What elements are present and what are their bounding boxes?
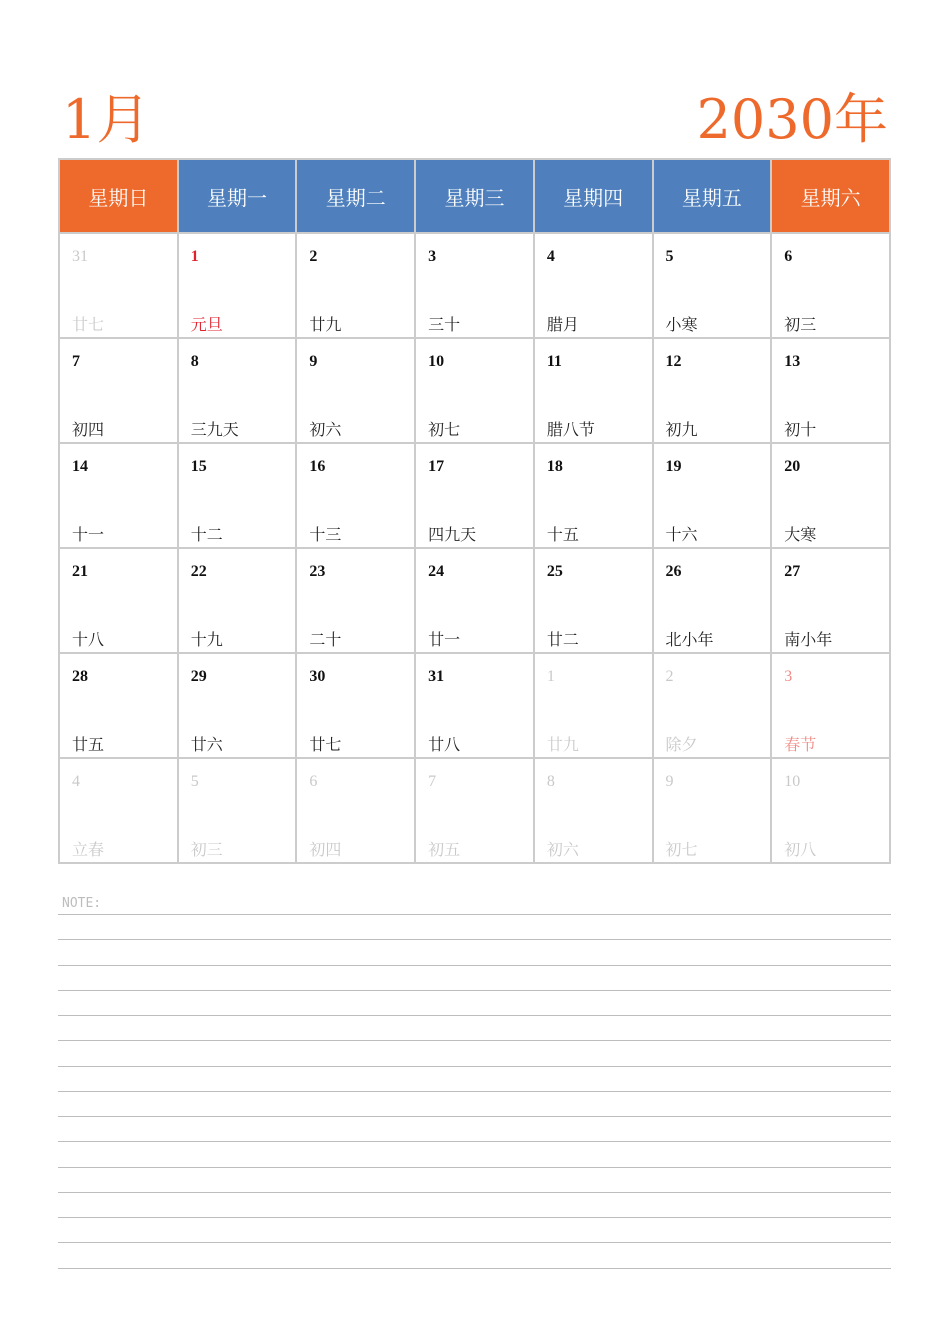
lunar-date: 十九 <box>190 630 223 649</box>
day-number: 20 <box>784 458 801 475</box>
lunar-date: 廿七 <box>72 315 105 334</box>
day-number: 1 <box>190 248 199 265</box>
lunar-date: 廿一 <box>428 630 461 649</box>
note-line <box>58 990 891 991</box>
lunar-date: 初四 <box>72 420 105 439</box>
day-number: 21 <box>72 563 88 580</box>
day-number: 3 <box>428 248 437 265</box>
day-number: 25 <box>546 563 563 580</box>
note-line <box>58 1015 891 1016</box>
weekday-saturday: 星期六 <box>771 159 890 233</box>
day-cell[interactable] <box>653 233 772 338</box>
day-cell[interactable] <box>534 758 653 863</box>
note-line <box>58 1116 891 1117</box>
note-line <box>58 939 891 940</box>
day-number: 9 <box>309 353 318 370</box>
day-number: 30 <box>309 668 326 685</box>
lunar-date: 腊八节 <box>546 420 595 439</box>
lunar-date: 二十 <box>309 630 342 649</box>
day-cell[interactable] <box>534 338 653 443</box>
lunar-date: 元旦 <box>190 315 223 334</box>
lunar-date: 初七 <box>665 840 698 859</box>
note-line <box>58 1066 891 1067</box>
day-cell[interactable] <box>296 338 415 443</box>
week-row <box>59 548 890 653</box>
lunar-date: 三九天 <box>190 420 239 439</box>
day-cell[interactable] <box>415 233 534 338</box>
lunar-date: 十三 <box>309 525 342 544</box>
lunar-date: 廿五 <box>72 735 105 754</box>
note-line <box>58 1040 891 1041</box>
note-line <box>58 1141 891 1142</box>
day-cell[interactable] <box>415 758 534 863</box>
weekday-monday: 星期一 <box>178 159 297 233</box>
day-number: 7 <box>72 353 80 370</box>
day-cell[interactable] <box>534 548 653 653</box>
day-cell[interactable] <box>771 548 890 653</box>
lunar-date: 初三 <box>784 315 817 334</box>
lunar-date: 三十 <box>428 315 461 334</box>
day-cell[interactable] <box>178 443 297 548</box>
day-cell[interactable] <box>771 443 890 548</box>
weekday-sunday: 星期日 <box>59 159 178 233</box>
lunar-date: 初五 <box>428 840 461 859</box>
day-cell[interactable] <box>653 548 772 653</box>
lunar-date: 初十 <box>784 420 817 439</box>
day-cell[interactable] <box>415 443 534 548</box>
day-number: 12 <box>665 353 682 370</box>
day-cell[interactable] <box>296 758 415 863</box>
lunar-date: 腊月 <box>546 315 579 334</box>
day-number: 22 <box>190 563 207 580</box>
lunar-date: 十六 <box>665 525 698 544</box>
day-number: 3 <box>784 668 793 685</box>
day-cell[interactable] <box>771 653 890 758</box>
day-number: 24 <box>428 563 445 580</box>
lunar-date: 北小年 <box>665 630 714 649</box>
lunar-date: 廿六 <box>190 735 223 754</box>
lunar-date: 十一 <box>72 525 105 544</box>
lunar-date: 廿九 <box>546 735 579 754</box>
day-cell[interactable] <box>415 338 534 443</box>
day-cell[interactable] <box>296 233 415 338</box>
lunar-date: 大寒 <box>784 525 817 544</box>
day-cell[interactable] <box>653 653 772 758</box>
day-number: 31 <box>428 668 445 685</box>
day-number: 5 <box>190 773 199 790</box>
day-number: 8 <box>190 353 199 370</box>
day-cell[interactable] <box>59 758 178 863</box>
weekday-thursday: 星期四 <box>534 159 653 233</box>
day-cell[interactable] <box>296 548 415 653</box>
note-line <box>58 1091 891 1092</box>
day-cell[interactable] <box>178 548 297 653</box>
lunar-date: 立春 <box>72 840 105 859</box>
day-cell[interactable] <box>534 233 653 338</box>
day-cell[interactable] <box>178 233 297 338</box>
weekday-header-row <box>59 159 890 233</box>
day-cell[interactable] <box>771 233 890 338</box>
week-row <box>59 233 890 338</box>
day-number: 6 <box>784 248 793 265</box>
weekday-tuesday: 星期二 <box>296 159 415 233</box>
day-number: 14 <box>72 458 88 475</box>
lunar-date: 初四 <box>309 840 342 859</box>
note-line <box>58 1242 891 1243</box>
day-number: 7 <box>428 773 437 790</box>
lunar-date: 廿二 <box>546 630 579 649</box>
lunar-date: 初九 <box>665 420 698 439</box>
day-cell[interactable] <box>415 548 534 653</box>
week-row <box>59 653 890 758</box>
day-cell[interactable] <box>59 443 178 548</box>
lunar-date: 四九天 <box>428 525 477 544</box>
day-cell[interactable] <box>178 653 297 758</box>
day-cell[interactable] <box>534 443 653 548</box>
lunar-date: 初六 <box>546 840 579 859</box>
notes-label: NOTE: <box>62 896 102 911</box>
week-row <box>59 758 890 863</box>
day-number: 8 <box>546 773 555 790</box>
day-cell[interactable] <box>653 443 772 548</box>
day-number: 27 <box>784 563 801 580</box>
day-number: 18 <box>546 458 563 475</box>
day-number: 10 <box>784 773 801 790</box>
note-line <box>58 914 891 915</box>
day-cell[interactable] <box>178 338 297 443</box>
day-number: 2 <box>665 668 674 685</box>
lunar-date: 南小年 <box>784 630 833 649</box>
lunar-date: 十五 <box>546 525 579 544</box>
day-number: 29 <box>190 668 207 685</box>
lunar-date: 廿九 <box>309 315 342 334</box>
note-line <box>58 1268 891 1269</box>
note-line <box>58 1192 891 1193</box>
day-number: 17 <box>428 458 445 475</box>
lunar-date: 初八 <box>784 840 817 859</box>
day-number: 23 <box>309 563 326 580</box>
day-cell[interactable] <box>296 653 415 758</box>
month-title: 1月 <box>62 88 151 151</box>
note-line <box>58 1217 891 1218</box>
day-number: 4 <box>72 773 80 790</box>
day-cell[interactable] <box>415 653 534 758</box>
day-number: 5 <box>665 248 674 265</box>
week-row <box>59 443 890 548</box>
day-number: 31 <box>72 248 88 265</box>
lunar-date: 廿七 <box>309 735 342 754</box>
day-number: 2 <box>309 248 318 265</box>
lunar-date: 十二 <box>190 525 223 544</box>
day-cell[interactable] <box>59 338 178 443</box>
day-cell[interactable] <box>178 758 297 863</box>
day-number: 19 <box>665 458 682 475</box>
note-line <box>58 1167 891 1168</box>
day-number: 15 <box>190 458 207 475</box>
day-number: 11 <box>546 353 562 370</box>
day-cell[interactable] <box>296 443 415 548</box>
note-line <box>58 965 891 966</box>
lunar-date: 初六 <box>309 420 342 439</box>
year-title: 2030年 <box>696 88 888 151</box>
day-number: 16 <box>309 458 326 475</box>
lunar-date: 廿八 <box>428 735 461 754</box>
day-cell[interactable] <box>59 233 178 338</box>
lunar-date: 初七 <box>428 420 461 439</box>
day-number: 1 <box>546 668 555 685</box>
day-number: 4 <box>546 248 555 265</box>
lunar-date: 春节 <box>784 735 817 754</box>
week-row <box>59 338 890 443</box>
day-cell[interactable] <box>59 653 178 758</box>
day-cell[interactable] <box>653 758 772 863</box>
day-number: 10 <box>428 353 445 370</box>
day-cell[interactable] <box>771 758 890 863</box>
day-number: 9 <box>665 773 674 790</box>
day-cell[interactable] <box>59 548 178 653</box>
day-number: 6 <box>309 773 318 790</box>
lunar-date: 十八 <box>72 630 105 649</box>
lunar-date: 小寒 <box>665 315 698 334</box>
weekday-wednesday: 星期三 <box>415 159 534 233</box>
day-number: 28 <box>72 668 88 685</box>
day-number: 26 <box>665 563 682 580</box>
day-cell[interactable] <box>534 653 653 758</box>
day-cell[interactable] <box>771 338 890 443</box>
calendar-grid <box>58 158 891 864</box>
day-cell[interactable] <box>653 338 772 443</box>
weekday-friday: 星期五 <box>653 159 772 233</box>
lunar-date: 初三 <box>190 840 223 859</box>
lunar-date: 除夕 <box>665 735 698 754</box>
day-number: 13 <box>784 353 801 370</box>
